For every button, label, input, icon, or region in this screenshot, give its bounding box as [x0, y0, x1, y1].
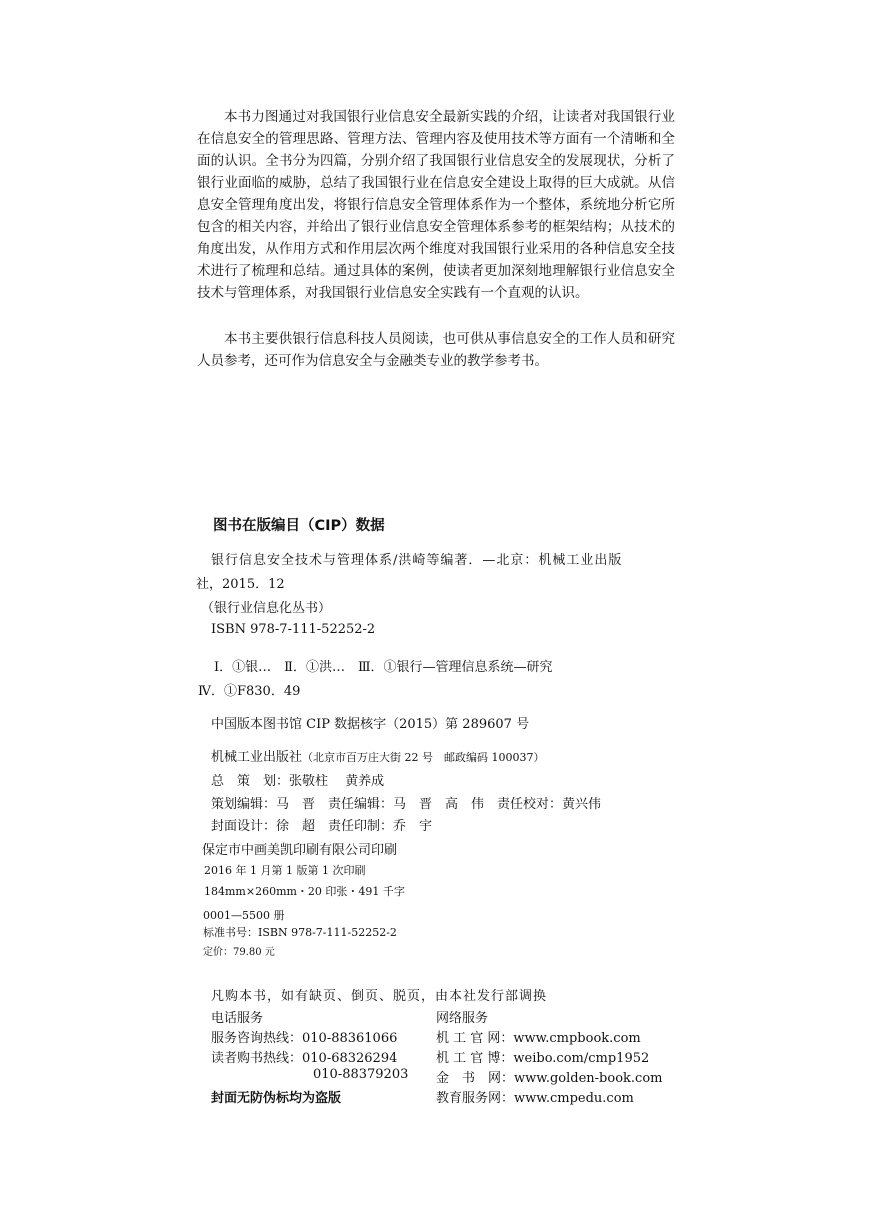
printer: 保定市中画美凯印刷有限公司印刷 [202, 843, 398, 858]
official-weibo: 机 工 官 博：weibo.com/cmp1952 [436, 1051, 650, 1066]
editors: 策划编辑：马 晋 责任编辑：马 晋 高 伟 责任校对：黄兴伟 [211, 797, 602, 812]
general-planner: 总 策 划：张敬柱 黄养成 [211, 774, 385, 789]
cip-title-line-2: 社，2015．12 [196, 577, 285, 592]
cip-title-line-1: 银行信息安全技术与管理体系/洪崎等编著．—北京：机械工业出版 [211, 553, 623, 568]
web-service-title: 网络服务 [436, 1011, 489, 1026]
golden-book-website: 金 书 网：www.golden-book.com [436, 1071, 663, 1086]
standard-number: 标准书号：ISBN 978-7-111-52252-2 [203, 926, 397, 939]
format: 184mm×260mm・20 印张・491 千字 [204, 885, 405, 898]
copies: 0001—5500 册 [203, 909, 285, 922]
cip-verification: 中国版本图书馆 CIP 数据核字（2015）第 289607 号 [211, 717, 530, 732]
cover-design: 封面设计：徐 超 责任印制：乔 宇 [211, 819, 433, 834]
publisher-line [211, 746, 545, 765]
anti-counterfeit-notice: 封面无防伪标均为盗版 [211, 1091, 342, 1106]
cip-isbn: ISBN 978-7-111-52252-2 [211, 622, 376, 637]
cip-classification-1: Ⅰ．①银… Ⅱ．①洪… Ⅲ．①银行—管理信息系统—研究 [214, 660, 553, 675]
replacement-notice: 凡购本书，如有缺页、倒页、脱页，由本社发行部调换 [211, 989, 548, 1004]
edition: 2016 年 1 月第 1 版第 1 次印刷 [204, 864, 366, 877]
reader-hotline-2: 010-88379203 [313, 1067, 409, 1082]
reader-hotline: 读者购书热线：010-68326294 [211, 1051, 398, 1066]
publisher-name: 机械工业出版社 [211, 750, 303, 765]
cip-classification-2: Ⅳ．①F830．49 [198, 684, 301, 699]
cip-series: （银行业信息化丛书） [201, 601, 332, 616]
intro-paragraph-1: 本书力图通过对我国银行业信息安全最新实践的介绍，让读者对我国银行业在信息安全的管理思路、管理方法、管理内容及使用技术等方面有一个清晰和全面的认识。全书分为四篇，分别介绍了我国银行业信息安全的发展现状，分析了银行业面临的威胁，总结了我国银行业在信息安全建设上取得的巨大成就。从信息安全管理角度出发，将银行信息安全管理体系作为一个整体，系统地分析它所包含的相关内容，并给出了银行业信息安全管理体系参考的框架结构；从技术的角度出发，从作用方式和作用层次两个维度对我国银行业采用的各种信息安全技术进行了梳理和总结。通过具体的案例，使读者更加深刻地理解银行业信息安全技术与管理体系，对我国银行业信息安全实践有一个直观的认识。 [197, 109, 675, 301]
intro-paragraph-2: 本书主要供银行信息科技人员阅读，也可供从事信息安全的工作人员和研究人员参考，还可作为信息安全与金融类专业的教学参考书。 [197, 331, 675, 369]
phone-service-title: 电话服务 [211, 1011, 264, 1026]
official-website: 机 工 官 网：www.cmpbook.com [436, 1031, 641, 1046]
service-hotline: 服务咨询热线：010-88361066 [211, 1031, 398, 1046]
education-website: 教育服务网：www.cmpedu.com [436, 1091, 634, 1106]
price: 定价：79.80 元 [203, 947, 275, 958]
cip-heading: 图书在版编目（CIP）数据 [213, 518, 385, 534]
publisher-address: （北京市百万庄大街 22 号 邮政编码 100037） [302, 751, 545, 764]
